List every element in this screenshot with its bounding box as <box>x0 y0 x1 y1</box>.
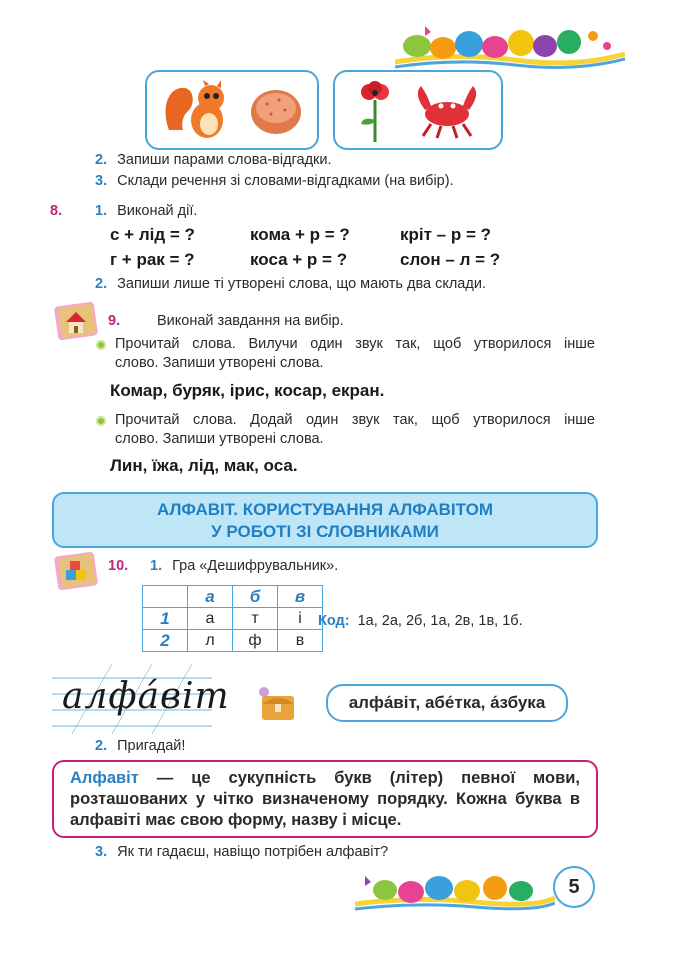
table-cell: т <box>233 608 278 630</box>
table-row <box>143 608 323 630</box>
table-cell: л <box>188 630 233 652</box>
code-value: 1а, 2а, 2б, 1а, 2в, 1в, 1б. <box>357 613 523 629</box>
item-number: 2. <box>95 276 108 292</box>
task9-words1: Комар, буряк, ірис, косар, екран. <box>110 381 385 400</box>
equation: с + лід = ? <box>110 225 195 244</box>
equation: г + рак = ? <box>110 250 195 269</box>
task9-option2-line1: Прочитай слова. Додай один звук так, щоб утворилося інше <box>115 412 595 428</box>
task10-item1 <box>150 558 338 574</box>
synonyms-box: алфа́віт, абе́тка, а́збука <box>326 684 568 722</box>
house-card-icon <box>50 300 102 342</box>
task9-option1-line1: Прочитай слова. Вилучи один звук так, щоб утворилося інше <box>115 336 595 352</box>
decoder-table <box>142 585 323 652</box>
task8-item2 <box>95 276 486 292</box>
section-title-line1: АЛФАВІТ. КОРИСТУВАННЯ АЛФАВІТОМ <box>157 500 493 519</box>
task10-item2 <box>95 738 185 754</box>
table-header-cell: б <box>233 586 278 608</box>
equation: коса + р = ? <box>250 250 348 269</box>
task7-item2 <box>95 152 332 168</box>
equation: слон – л = ? <box>400 250 501 269</box>
code-line <box>318 613 523 629</box>
task9-option1-line2: слово. Запиши утворені слова. <box>115 355 324 371</box>
table-cell: і <box>278 608 323 630</box>
section-title-line2: У РОБОТІ ЗІ СЛОВНИКАМИ <box>211 522 439 541</box>
item-text: Запиши парами слова-відгадки. <box>117 152 332 168</box>
item-text: Як ти гадаєш, навіщо потрібен алфавіт? <box>117 844 389 860</box>
item-text: Запиши лише ті утворені слова, що мають два склади. <box>117 276 486 292</box>
cursive-word: алфа́віт <box>62 676 230 717</box>
item-number: 2. <box>95 152 108 168</box>
table-cell: ф <box>233 630 278 652</box>
easter-eggs-top-decoration <box>395 18 625 70</box>
task10-item3 <box>95 844 388 860</box>
table-row <box>143 630 323 652</box>
blocks-card-icon <box>50 550 102 594</box>
page-number: 5 <box>553 866 595 908</box>
definition-text <box>70 768 580 831</box>
code-label: Код: <box>318 613 350 629</box>
item-text: Пригадай! <box>117 738 186 754</box>
task-number-10: 10. <box>108 558 129 574</box>
definition-body: — це сукупність букв (літер) певної мови, розташованих у чітко визначеному порядку. Кожна буква в алфавіті має свою форму, назву і місце. <box>70 769 580 829</box>
picture-box-squirrel-bun <box>145 70 319 150</box>
option-bullet <box>96 416 106 426</box>
task8-item1 <box>95 203 197 219</box>
definition-box <box>52 760 598 838</box>
task-number-8: 8. <box>50 203 63 219</box>
definition-term: Алфавіт <box>70 769 139 787</box>
task9-title: Виконай завдання на вибір. <box>157 313 344 329</box>
item-number: 1. <box>150 558 163 574</box>
bun-illustration <box>249 86 303 136</box>
squirrel-illustration <box>161 80 233 142</box>
option-bullet <box>96 340 106 350</box>
task7-item3 <box>95 173 454 189</box>
picture-box-poppy-crayfish <box>333 70 503 150</box>
item-number: 1. <box>95 203 108 219</box>
item-text: Гра «Дешифрувальник». <box>172 558 339 574</box>
equation: кома + р = ? <box>250 225 350 244</box>
item-number: 3. <box>95 173 108 189</box>
chest-icon <box>256 684 300 724</box>
table-cell: в <box>278 630 323 652</box>
task9-option2-line2: слово. Запиши утворені слова. <box>115 431 324 447</box>
item-text: Склади речення зі словами-відгадками (на вибір). <box>117 173 454 189</box>
item-text: Виконай дії. <box>117 203 198 219</box>
table-header-row <box>143 586 323 608</box>
table-header-cell: в <box>278 586 323 608</box>
table-cell: а <box>188 608 233 630</box>
task9-words2: Лин, їжа, лід, мак, оса. <box>110 456 298 475</box>
section-banner <box>52 492 598 548</box>
table-header-cell <box>143 586 188 608</box>
table-header-cell: а <box>188 586 233 608</box>
easter-eggs-bottom-decoration <box>355 866 555 912</box>
item-number: 2. <box>95 738 108 754</box>
task-number-9: 9. <box>108 313 121 329</box>
table-row-header: 2 <box>143 630 188 652</box>
equation: кріт – р = ? <box>400 225 491 244</box>
table-row-header: 1 <box>143 608 188 630</box>
crayfish-illustration <box>411 80 483 142</box>
poppy-illustration <box>357 80 393 142</box>
item-number: 3. <box>95 844 108 860</box>
